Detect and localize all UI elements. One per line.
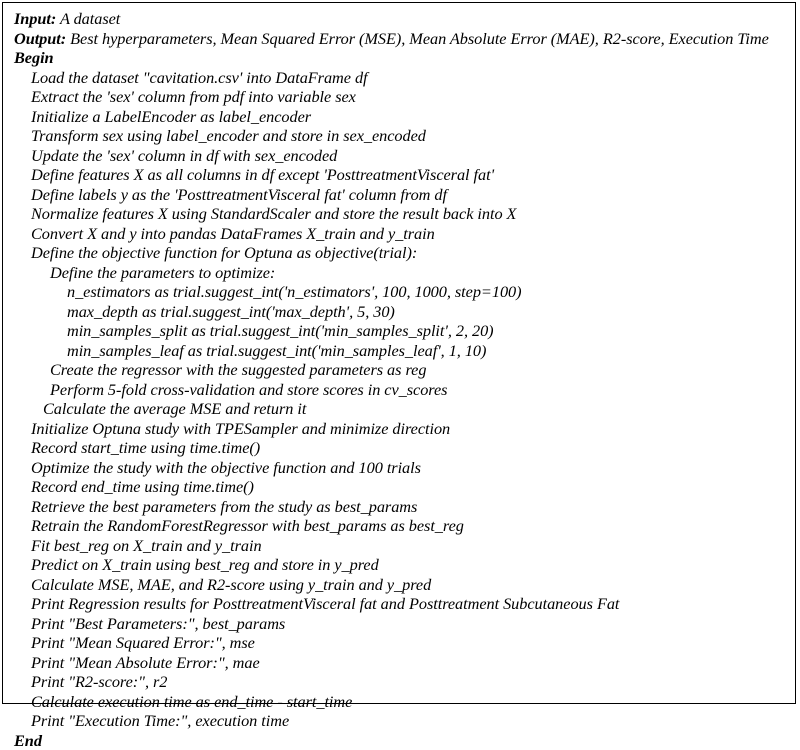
algorithm-step: Print Regression results for PosttreatmentVisceral fat and Posttreatment Subcutaneous Fat <box>3 594 795 614</box>
algorithm-step: Retrieve the best parameters from the study as best_params <box>3 497 795 517</box>
algorithm-step: Print "Execution Time:", execution time <box>3 711 795 731</box>
algorithm-step: Define features X as all columns in df except 'PosttreatmentVisceral fat' <box>3 165 795 185</box>
algorithm-step: Update the 'sex' column in df with sex_encoded <box>3 146 795 166</box>
algorithm-step: Create the regressor with the suggested parameters as reg <box>3 360 795 380</box>
algorithm-step: Print "Mean Absolute Error:", mae <box>3 653 795 673</box>
algorithm-step: Retrain the RandomForestRegressor with best_params as best_reg <box>3 516 795 536</box>
algorithm-step: max_depth as trial.suggest_int('max_depth', 5, 30) <box>3 302 795 322</box>
algorithm-step: Print "R2-score:", r2 <box>3 672 795 692</box>
input-value: A dataset <box>56 9 120 28</box>
algorithm-step: Convert X and y into pandas DataFrames X_train and y_train <box>3 224 795 244</box>
input-label: Input: <box>14 9 56 28</box>
algorithm-step: Calculate the average MSE and return it <box>3 399 795 419</box>
algorithm-step: Define the parameters to optimize: <box>3 263 795 283</box>
algorithm-steps <box>3 68 795 731</box>
algorithm-step: Predict on X_train using best_reg and store in y_pred <box>3 555 795 575</box>
output-line <box>3 29 795 49</box>
algorithm-step: Define the objective function for Optuna as objective(trial): <box>3 243 795 263</box>
algorithm-step: Transform sex using label_encoder and store in sex_encoded <box>3 126 795 146</box>
begin-line <box>3 48 795 68</box>
algorithm-step: Initialize a LabelEncoder as label_encoder <box>3 107 795 127</box>
algorithm-step: Record end_time using time.time() <box>3 477 795 497</box>
algorithm-step: Record start_time using time.time() <box>3 438 795 458</box>
output-label: Output: <box>14 29 66 48</box>
algorithm-step: min_samples_leaf as trial.suggest_int('min_samples_leaf', 1, 10) <box>3 341 795 361</box>
algorithm-step: Print "Mean Squared Error:", mse <box>3 633 795 653</box>
algorithm-step: Initialize Optuna study with TPESampler and minimize direction <box>3 419 795 439</box>
algorithm-step: min_samples_split as trial.suggest_int('min_samples_split', 2, 20) <box>3 321 795 341</box>
algorithm-step: Define labels y as the 'PosttreatmentVisceral fat' column from df <box>3 185 795 205</box>
algorithm-step: Normalize features X using StandardScaler and store the result back into X <box>3 204 795 224</box>
algorithm-step: Load the dataset "cavitation.csv' into DataFrame df <box>3 68 795 88</box>
algorithm-step: Perform 5-fold cross-validation and store scores in cv_scores <box>3 380 795 400</box>
algorithm-step: Extract the 'sex' column from pdf into variable sex <box>3 87 795 107</box>
begin-label: Begin <box>14 48 54 67</box>
algorithm-step: Print "Best Parameters:", best_params <box>3 614 795 634</box>
algorithm-step: Calculate MSE, MAE, and R2-score using y_train and y_pred <box>3 575 795 595</box>
algorithm-pseudocode-box <box>2 2 796 704</box>
algorithm-step: Fit best_reg on X_train and y_train <box>3 536 795 556</box>
end-label: End <box>14 731 42 750</box>
algorithm-step: n_estimators as trial.suggest_int('n_estimators', 100, 1000, step=100) <box>3 282 795 302</box>
algorithm-step: Optimize the study with the objective function and 100 trials <box>3 458 795 478</box>
input-line <box>3 9 795 29</box>
end-line <box>3 731 795 750</box>
algorithm-step: Calculate execution time as end_time - start_time <box>3 692 795 712</box>
output-value: Best hyperparameters, Mean Squared Error (MSE), Mean Absolute Error (MAE), R2-score, Execution Time <box>66 29 769 48</box>
